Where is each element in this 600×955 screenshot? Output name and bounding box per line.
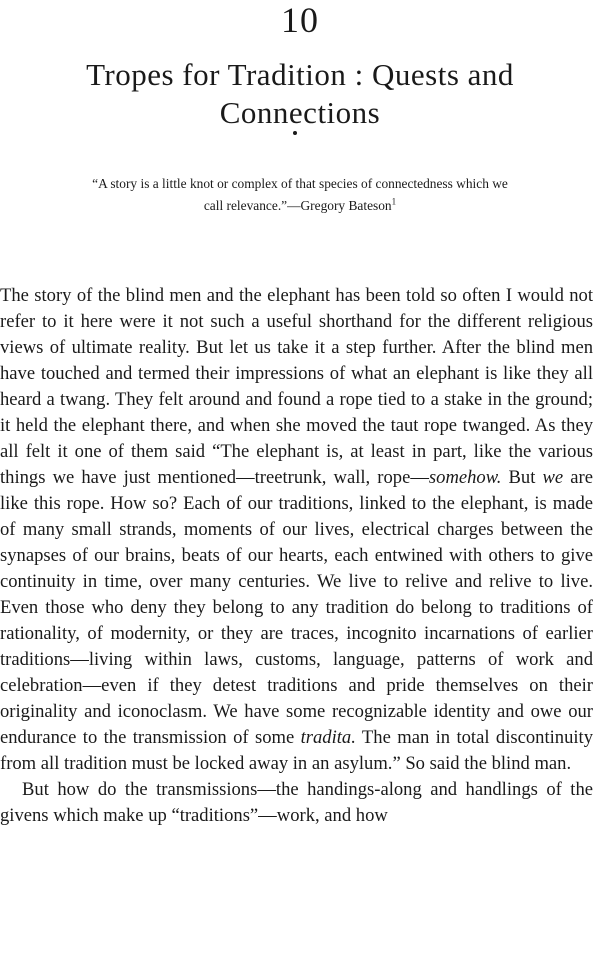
paragraph-1-part-a: The story of the blind men and the elephant has been told so often I would not refer to it here were it not such a useful shorthand for the different religious views of ultimate reality. But let us take it a step further. After the blind men have touched and termed their impressions of what an elephant is like they all heard a twang. They felt around and found a rope tied to a stake in the ground; it held the elephant there, and when she moved the taut rope twanged. As they all felt it one of them said “The elephant is, at least in part, like the various things we have just mentioned—treetrunk, wall, rope— <box>0 285 593 488</box>
paragraph-1-part-c: are like this rope. How so? Each of our traditions, linked to the elephant, is made of many small strands, moments of our lives, electrical charges between the synapses of our brains, beats of our hearts, each entwined with others to give continuity in time, over many centuries. We live to relive and relive to live. Even those who deny they belong to any tradition do belong to traditions of rationality, of modernity, or they are traces, incognito incarnations of earlier traditions—living within laws, customs, language, patterns of work and celebration—even if they detest traditions and pride themselves on their originality and iconoclasm. We have some recognizable identity and owe our endurance to the transmission of some <box>0 467 593 748</box>
chapter-title-line-1: Tropes for Tradition : Quests and <box>86 57 514 92</box>
epigraph-attribution: call relevance.”—Gregory Bateson <box>203 198 392 213</box>
emphasis-tradita: tradita. <box>300 727 356 748</box>
paragraph-1-part-b: But <box>501 467 543 488</box>
epigraph-line-2 <box>50 195 550 217</box>
paragraph-1-part-d: The man in total discontinuity from all tradition must be locked away in an asylum.” So said the blind man. <box>0 727 593 774</box>
emphasis-we: we <box>542 467 564 488</box>
chapter-title <box>0 56 600 132</box>
paragraph-2: But how do the transmissions—the handings-along and handlings of the givens which make up “traditions”—work, and how <box>0 779 593 826</box>
emphasis-somehow: somehow. <box>428 467 502 488</box>
ornament-dot <box>293 131 297 135</box>
footnote-marker: 1 <box>391 196 397 207</box>
paragraph-1 <box>0 283 593 777</box>
body-text <box>0 283 593 829</box>
chapter-title-line-2: Connections <box>219 95 381 130</box>
chapter-number: 10 <box>281 0 319 40</box>
epigraph-line-1: “A story is a little knot or complex of that species of connectedness which we <box>92 176 508 191</box>
epigraph <box>50 173 550 217</box>
